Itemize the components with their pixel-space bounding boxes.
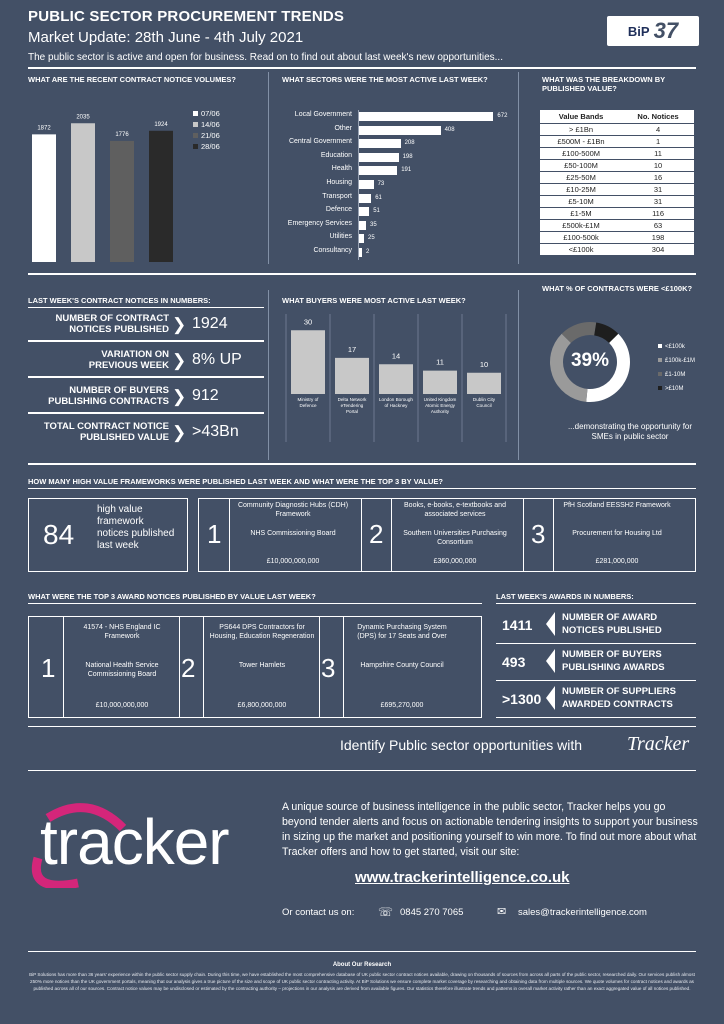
award-number-value: >1300 xyxy=(502,691,542,707)
awards-title: WHAT WERE THE TOP 3 AWARD NOTICES PUBLISHED BY VALUE LAST WEEK? xyxy=(28,592,316,601)
sector-bar xyxy=(359,166,397,175)
number-row xyxy=(28,313,264,337)
award-number-row xyxy=(496,611,696,641)
framework-value: £281,000,000 xyxy=(595,558,639,565)
pct-title: WHAT % OF CONTRACTS WERE <£100K? xyxy=(542,284,693,293)
phone-icon: ☏ xyxy=(378,905,394,919)
legend-swatch xyxy=(193,133,198,138)
volume-bar-label: 2035 xyxy=(76,114,90,121)
sector-label: Other xyxy=(334,124,352,132)
buyer-label: Portal xyxy=(345,409,359,414)
framework-count: 84 xyxy=(43,519,75,550)
volume-bar xyxy=(32,134,56,262)
volumes-chart xyxy=(28,100,258,270)
sector-label: Housing xyxy=(326,179,352,186)
sector-value: 51 xyxy=(373,208,380,215)
award-number-row xyxy=(496,648,696,678)
value-band-row: £1-5M 116 xyxy=(540,208,694,220)
buyer-bar xyxy=(423,371,457,394)
buyers-title: WHAT BUYERS WERE MOST ACTIVE LAST WEEK? xyxy=(282,296,466,305)
framework-buyer: Southern Universities Purchasing Consortium xyxy=(403,530,507,546)
sectors-title: WHAT SECTORS WERE THE MOST ACTIVE LAST WEEK? xyxy=(282,75,488,84)
number-divider xyxy=(28,340,264,342)
buyer-label: Delta Network xyxy=(337,397,367,402)
sector-label: Emergency Services xyxy=(287,219,352,227)
value-band-row: £25-50M 16 xyxy=(540,172,694,184)
value-band-row: £10-25M 31 xyxy=(540,184,694,196)
volumes-title: WHAT ARE THE RECENT CONTRACT NOTICE VOLUMES? xyxy=(28,75,236,84)
triangle-left-icon xyxy=(546,649,555,673)
pct-legend-entry: <£100k xyxy=(658,340,695,354)
pct-center: 39% xyxy=(570,350,610,371)
framework-value: £360,000,000 xyxy=(433,558,477,565)
aw-divider xyxy=(179,617,180,717)
page-subtitle: Market Update: 28th June - 4th July 2021 xyxy=(28,29,304,46)
pct-legend-entry: £100k-£1M xyxy=(658,354,695,368)
award-number-value: 1411 xyxy=(502,617,533,633)
sector-value: 191 xyxy=(401,167,412,174)
buyer-value: 17 xyxy=(347,344,357,354)
award-divider xyxy=(496,680,696,681)
email-link[interactable]: sales@trackerintelligence.com xyxy=(518,907,647,918)
footer-text: BiP Solutions has more than 36 years' experience within the public sector supply chain. During this time, we have established the most comprehensive database of UK public sector contract notices available, drawing on thousands of sources from across all parts of the public sector, researched daily. Our services publish almost 250% more notices than the UK government portals, meaning that our analysis gives a true picture of the size and scope of UK public sector contracting activity. At BiP Solutions we ensure complete market coverage by researching and obtaining data from multiple sources. We quote volumes for contract notices and awards as published across all of our sources. Contract notice values may be undisclosed or estimated by the contracting authority – projections in our analysis are derived from available figures. Our statistics therefore illustrate trends and patterns in overall market activity rather than an exact aggregated value of all notices published. xyxy=(29,972,695,991)
award-buyer: Hampshire County Council xyxy=(360,662,444,669)
number-label: NUMBER OF CONTRACT NOTICES PUBLISHED xyxy=(55,313,169,335)
framework-count-text: high value framework notices published last week xyxy=(97,504,175,551)
chevron-right-icon: ❯ xyxy=(172,351,187,370)
buyer-label: Ministry of xyxy=(297,397,319,402)
buyer-label: Council xyxy=(476,403,492,408)
buyer-label: Atomic Energy xyxy=(425,403,455,408)
awards-top3-box xyxy=(28,616,482,718)
sector-value: 2 xyxy=(366,249,370,255)
chevron-right-icon: ❯ xyxy=(172,387,187,406)
volume-bar xyxy=(110,141,134,262)
value-band-row: £100-500M 11 xyxy=(540,148,694,160)
frameworks-title: HOW MANY HIGH VALUE FRAMEWORKS WERE PUBLISHED LAST WEEK AND WHAT WERE THE TOP 3 BY VALUE? xyxy=(28,477,444,486)
pct-legend xyxy=(658,340,695,396)
sector-bar xyxy=(359,248,362,257)
buyer-label: Dublin City xyxy=(472,397,496,402)
tracker-big-logo: tracker xyxy=(40,806,229,878)
fw-divider xyxy=(361,499,362,571)
award-number-value: 493 xyxy=(502,654,526,670)
rank-number: 1 xyxy=(41,653,56,683)
sector-bar xyxy=(359,207,369,216)
value-band-row: £50-100M 10 xyxy=(540,160,694,172)
buyer-label: London Borough xyxy=(379,397,413,402)
triangle-left-icon xyxy=(546,686,555,710)
buyer-value: 10 xyxy=(479,359,489,369)
page-title: PUBLIC SECTOR PROCUREMENT TRENDS xyxy=(28,8,345,25)
volume-bar-label: 1872 xyxy=(37,125,51,132)
intro-text: The public sector is active and open for business. Read on to find out about last week's new opportunities... xyxy=(28,52,503,63)
legend-entry: 21/06 xyxy=(201,131,220,140)
number-label: NUMBER OF BUYERS PUBLISHING CONTRACTS xyxy=(48,385,169,407)
legend-swatch xyxy=(193,111,198,116)
pct-legend-entry: £1-10M xyxy=(658,368,695,382)
sector-value: 208 xyxy=(404,140,415,147)
legend-swatch xyxy=(193,144,198,149)
value-band-row: £5-10M 31 xyxy=(540,196,694,208)
aw-divider xyxy=(319,617,320,717)
sector-label: Education xyxy=(320,151,352,159)
award-number-row xyxy=(496,685,696,715)
framework-value: £10,000,000,000 xyxy=(266,558,320,565)
sector-bar xyxy=(359,139,401,148)
buyer-label: eTendering xyxy=(340,403,364,408)
email-icon: ✉ xyxy=(497,906,507,918)
phone-link[interactable]: 0845 270 7065 xyxy=(400,907,464,918)
sector-bar xyxy=(359,126,441,135)
number-row xyxy=(28,421,264,445)
number-row xyxy=(28,385,264,409)
sector-value: 61 xyxy=(375,194,382,201)
award-buyer: National Health Service Commissioning Board xyxy=(85,662,159,678)
number-value: >43Bn xyxy=(192,423,239,440)
sector-value: 35 xyxy=(370,221,377,228)
volume-bar-label: 1924 xyxy=(154,121,168,128)
triangle-left-icon xyxy=(546,612,555,636)
buyer-value: 30 xyxy=(303,317,313,327)
award-number-label: NUMBER OF SUPPLIERS AWARDED CONTRACTS xyxy=(562,686,677,710)
framework-name: Community Diagnostic Hubs (CDH) Framework xyxy=(237,502,349,518)
award-value: £6,800,000,000 xyxy=(237,702,287,709)
sector-value: 73 xyxy=(377,181,385,187)
number-row xyxy=(28,349,264,373)
award-divider xyxy=(496,717,696,718)
framework-name: Books, e-books, e-textbooks and associated services xyxy=(404,502,506,518)
framework-name: PfH Scotland EESSH2 Framework xyxy=(563,502,671,509)
framework-buyer: NHS Commissioning Board xyxy=(250,530,336,537)
buyer-value: 11 xyxy=(436,357,444,367)
award-number-label: NUMBER OF BUYERS PUBLISHING AWARDS xyxy=(562,649,665,673)
award-name: 41574 - NHS England IC Framework xyxy=(83,624,161,640)
rank-number: 2 xyxy=(369,519,384,549)
legend-entry: 28/06 xyxy=(201,142,220,151)
rank-number: 3 xyxy=(321,653,336,683)
buyers-chart xyxy=(282,308,514,456)
buyer-bar xyxy=(379,364,413,394)
sector-bar xyxy=(359,234,364,243)
sector-bar xyxy=(359,180,374,189)
legend-entry: 07/06 xyxy=(201,109,220,118)
buyer-label: Defence xyxy=(299,403,317,408)
rank-number: 1 xyxy=(207,519,222,549)
sector-label: Central Government xyxy=(288,138,352,146)
number-value: 1924 xyxy=(192,315,228,332)
award-value: £10,000,000,000 xyxy=(95,702,149,709)
value-band-row: £500M - £1Bn 1 xyxy=(540,136,694,148)
value-band-row: £100-500k 198 xyxy=(540,232,694,244)
award-numbers-title: LAST WEEK'S AWARDS IN NUMBERS: xyxy=(496,592,634,601)
award-name: Dynamic Purchasing System (DPS) for 17 Seats and Over xyxy=(357,624,447,640)
promo-text: A unique source of business intelligence in the public sector, Tracker helps you go beyond tender alerts and focus on actionable tendering insights to support your business in sizing up the market and positioning yourself to win more. To find out more about what Tracker offers and how to get started, visit our site: xyxy=(282,801,698,858)
sectors-chart xyxy=(282,110,512,265)
chevron-right-icon: ❯ xyxy=(172,423,187,442)
fw-divider xyxy=(523,499,524,571)
tracker-small-logo: Tracker xyxy=(627,733,690,755)
buyer-bar xyxy=(467,373,501,394)
value-band-row: > £1Bn 4 xyxy=(540,124,694,136)
framework-count-box xyxy=(28,498,188,572)
sector-value: 25 xyxy=(368,235,375,242)
award-divider xyxy=(496,643,696,644)
volume-bar-label: 1776 xyxy=(115,131,129,138)
sector-bar xyxy=(359,194,371,203)
number-value: 912 xyxy=(192,387,219,404)
identify-text: Identify Public sector opportunities with xyxy=(340,737,583,753)
buyer-label: Authority xyxy=(430,409,450,414)
buyer-label: of Hackney xyxy=(384,403,408,408)
sector-bar xyxy=(359,112,493,121)
sector-value: 672 xyxy=(497,113,508,119)
number-divider xyxy=(28,376,264,378)
pct-legend-entry: >£10M xyxy=(658,382,695,396)
sector-bar xyxy=(359,221,366,230)
sector-label: Utilities xyxy=(329,233,352,241)
sector-value: 198 xyxy=(402,153,413,160)
tracker-url-link[interactable]: www.trackerintelligence.co.uk xyxy=(355,869,570,886)
value-band-row: <£100k 304 xyxy=(540,244,694,256)
legend-entry: 14/06 xyxy=(201,120,220,129)
sector-value: 408 xyxy=(444,126,455,133)
number-value: 8% UP xyxy=(192,351,242,368)
sector-bar xyxy=(359,153,399,162)
frameworks-top3-box xyxy=(198,498,696,572)
buyer-value: 14 xyxy=(391,351,401,361)
numbers-title: LAST WEEK'S CONTRACT NOTICES IN NUMBERS: xyxy=(28,296,211,305)
bip-logo: BiP 37 xyxy=(607,16,699,46)
number-label: TOTAL CONTRACT NOTICE PUBLISHED VALUE xyxy=(43,421,169,443)
pct-caption: ...demonstrating the opportunity for SMEs in public sector xyxy=(567,422,693,441)
footer-title: About Our Research xyxy=(332,962,392,968)
sector-label: Local Government xyxy=(294,111,352,118)
number-divider xyxy=(28,412,264,414)
chevron-right-icon: ❯ xyxy=(172,315,187,334)
buyer-bar xyxy=(291,330,325,394)
number-label: VARIATION ON PREVIOUS WEEK xyxy=(88,349,169,371)
award-name: PS644 DPS Contractors for Housing, Education Regeneration xyxy=(209,624,315,640)
award-value: £695,270,000 xyxy=(380,702,424,709)
rank-number: 2 xyxy=(181,653,196,683)
rank-number: 3 xyxy=(531,519,546,549)
value-band-row: £500k-£1M 63 xyxy=(540,220,694,232)
value-bands-title: WHAT WAS THE BREAKDOWN BY PUBLISHED VALUE? xyxy=(542,75,666,93)
award-buyer: Tower Hamlets xyxy=(238,662,286,669)
sector-label: Defence xyxy=(325,206,352,214)
value-bands-table: Value Bands No. Notices > £1Bn 4 £500M - £1Bn 1 £100-500M 11 £50-100M 10 £25-50M 16 £10-25M 31 £5-10M 31 £1-5M 116 £500k-£1M 63 £100-500k 198 <£100k 304 xyxy=(540,110,694,256)
volume-bar xyxy=(71,123,95,262)
buyer-bar xyxy=(335,358,369,394)
contact-label: Or contact us on: xyxy=(282,907,355,918)
buyer-label: United Kingdom xyxy=(423,397,457,402)
sector-label: Transport xyxy=(322,192,352,200)
volume-bar xyxy=(149,131,173,262)
sector-label: Health xyxy=(331,165,352,173)
framework-buyer: Procurement for Housing Ltd xyxy=(572,530,662,537)
legend-swatch xyxy=(193,122,198,127)
sector-label: Consultancy xyxy=(313,247,352,254)
award-number-label: NUMBER OF AWARD NOTICES PUBLISHED xyxy=(562,612,662,636)
